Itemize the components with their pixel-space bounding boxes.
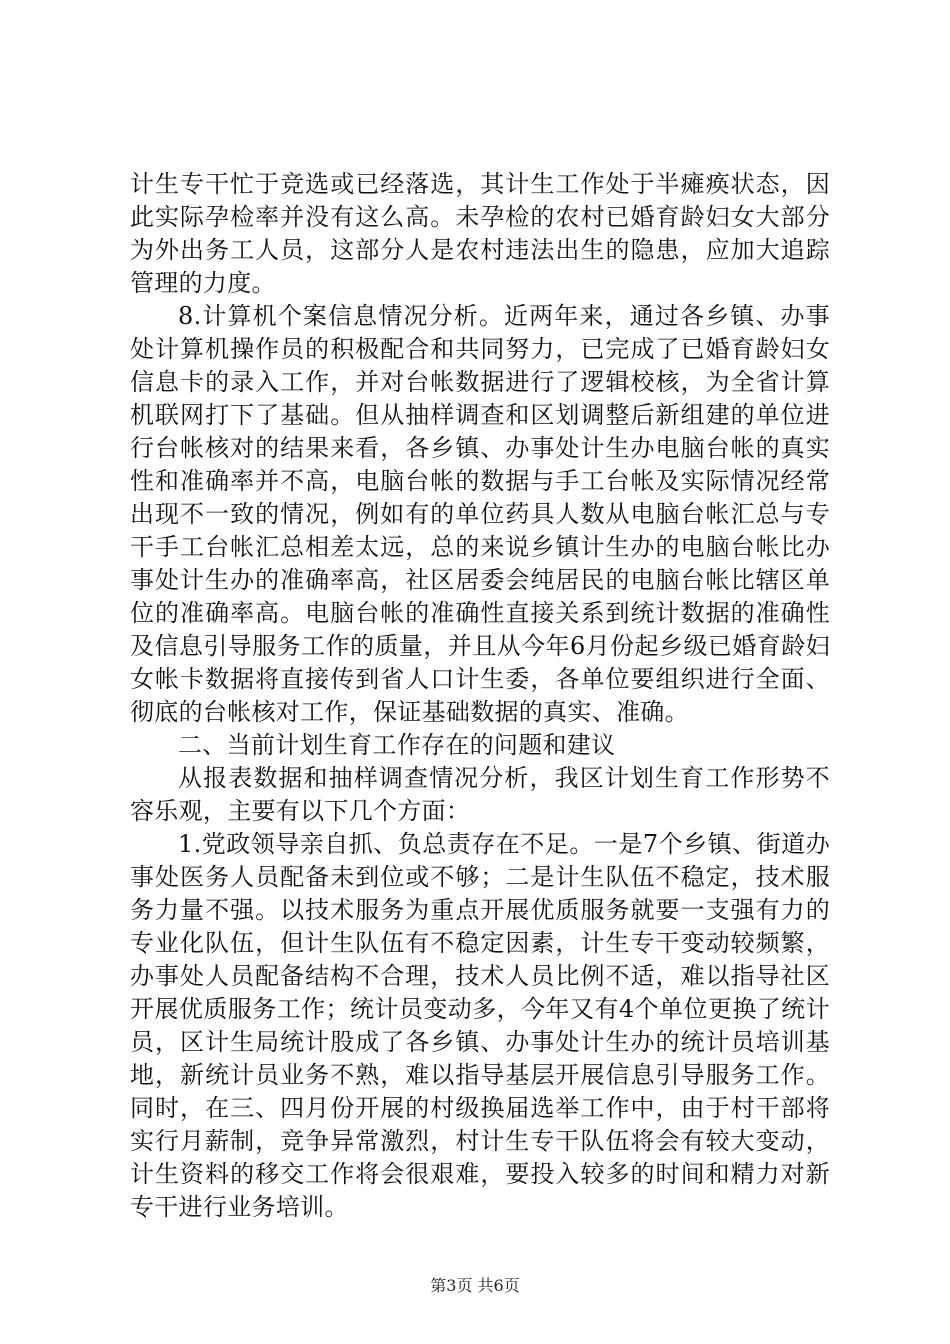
page-footer: 第3页 共6页 [430, 1276, 520, 1295]
paragraph-continuation: 计生专干忙于竞选或已经落选，其计生工作处于半瘫痪状态，因此实际孕检率并没有这么高。未孕检的农村已婚育龄妇女大部分为外出务工人员，这部分人是农村违法出生的隐患，应加大追踪管理的力度。 [130, 170, 830, 297]
paragraph-computer-records: 8.计算机个案信息情况分析。近两年来，通过各乡镇、办事处计算机操作员的积极配合和共同努力，已完成了已婚育龄妇女信息卡的录入工作，并对台帐数据进行了逻辑校核，为全省计算机联网打下了基础。但从抽样调查和区划调整后新组建的单位进行台帐核对的结果来看，各乡镇、办事处计生办电脑台帐的真实性和准确率并不高，电脑台帐的数据与手工台帐及实际情况经常出现不一致的情况，例如有的单位药具人数从电脑台帐汇总与专干手工台帐汇总相差太远，总的来说乡镇计生办的电脑台帐比办事处计生办的准确率高，社区居委会纯居民的电脑台帐比辖区单位的准确率高。电脑台帐的准确性直接关系到统计数据的准确性及信息引导服务工作的质量，并且从今年6月份起乡级已婚育龄妇女帐卡数据将直接传到省人口计生委，各单位要组织进行全面、彻底的台帐核对工作，保证基础数据的真实、准确。 [130, 302, 830, 726]
paragraph-analysis-intro: 从报表数据和抽样调查情况分析，我区计划生育工作形势不容乐观，主要有以下几个方面： [130, 764, 830, 825]
paragraph-leadership: 1.党政领导亲自抓、负总责存在不足。一是7个乡镇、街道办事处医务人员配备未到位或不够；二是计生队伍不稳定，技术服务力量不强。以技术服务为重点开展优质服务就要一支强有力的专业化队伍，但计生队伍有不稳定因素，计生专干变动较频繁，办事处人员配备结构不合理，技术人员比例不适，难以指导社区开展优质服务工作；统计员变动多，今年又有4个单位更换了统计员，区计生局统计股成了各乡镇、办事处计生办的统计员培训基地，新统计员业务不熟，难以指导基层开展信息引导服务工作。同时，在三、四月份开展的村级换届选举工作中，由于村干部将实行月薪制，竞争异常激烈，村计生专干队伍将会有较大变动，计生资料的移交工作将会很艰难，要投入较多的时间和精力对新专干进行业务培训。 [130, 830, 830, 1221]
section-heading-problems: 二、当前计划生育工作存在的问题和建议 [178, 731, 616, 759]
document-body [130, 168, 830, 1224]
